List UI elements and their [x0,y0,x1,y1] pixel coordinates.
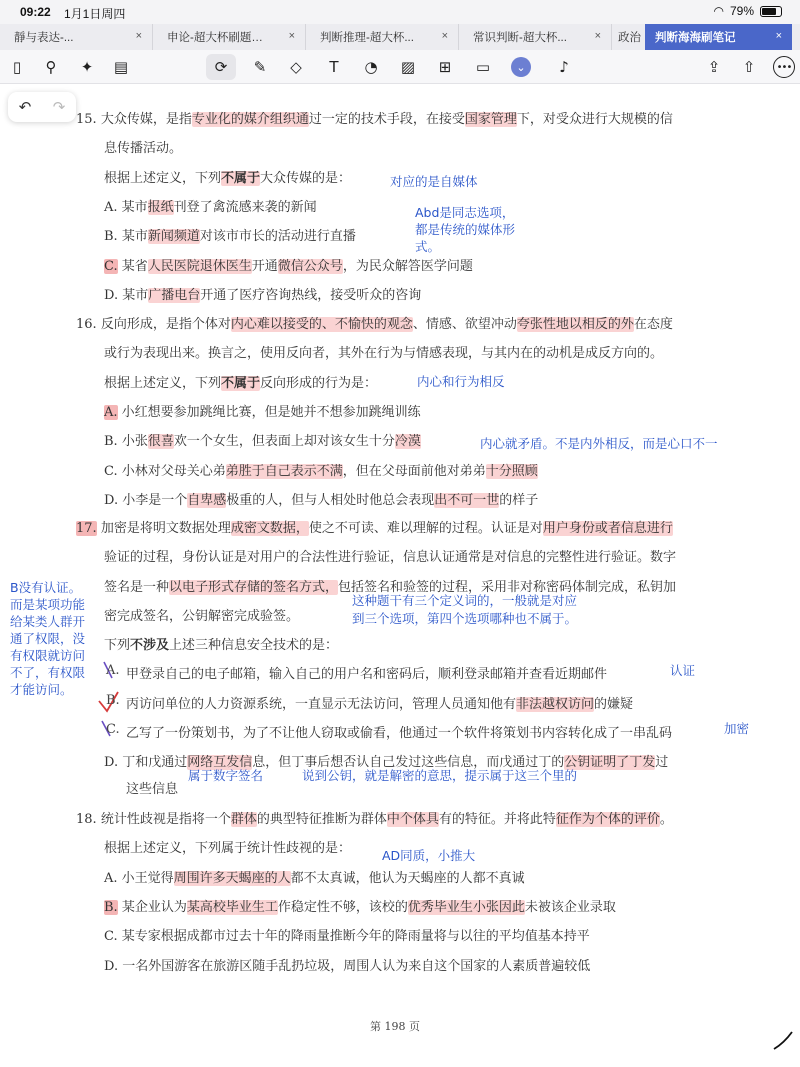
text: 某省 [117,259,148,274]
text: 小红想要参加跳绳比赛，但是她并不想参加跳绳训练 [117,405,421,420]
handwritten-note: 这种题干有三个定义词的，一般就是对应 [352,593,578,608]
highlight: 用户身份或者信息进行 [542,521,673,536]
text: 、情感、欲望冲动 [412,317,517,332]
highlight: 人民医院退休医生 [147,259,252,274]
highlight: 网络互发信 [187,755,253,770]
highlight: 冷漠 [394,434,421,449]
text: 根据上述定义，下列 [104,171,222,186]
q15-line1 [76,108,673,127]
highlight: 自卑感 [187,493,227,508]
highlight: 以电子形式存储的签名方式， [169,580,339,595]
handwritten-note: Abd是同志选项， [415,205,515,220]
text: 。 [659,812,673,827]
text: A. 某市 [104,200,148,215]
highlight: 报纸 [147,200,174,215]
handwritten-note: 给某类人群开 [10,614,86,629]
text: 包括签名和验签的过程，采用非对称密码体制完成，私钥加 [338,580,677,595]
elements-icon[interactable]: ⊞ [438,58,452,76]
handwritten-note: 对应的是自媒体 [390,174,478,189]
tab-label: 靜与表达-... [14,32,74,44]
q17-line2: 验证的过程，身份认证是对用户的合法性进行验证，信息认证通常是对信息的完整性进行验证。数字 [104,550,677,565]
question-number: 18. [76,812,97,827]
highlight: 某高校毕业生工 [186,900,278,915]
text: 下列 [104,638,131,653]
text: 未被该企业录取 [524,900,616,915]
highlight: B. [104,900,118,915]
q15-option-c [104,255,473,274]
highlight: 弟胜于自己表示不满 [225,464,343,479]
textbox-icon[interactable]: T [329,58,339,76]
q15-line2: 息传播活动。 [104,141,183,156]
redo-icon[interactable]: ↷ [52,98,66,116]
q16-option-a [104,401,421,420]
q17-option-d-cont: 这些信息 [126,782,179,797]
highlight: 微信公众号 [277,259,343,274]
highlight: 公钥证明了丁发 [564,755,656,770]
q16-option-b [104,430,421,449]
lasso-icon[interactable]: ⟳ [206,54,236,80]
text: 有的特征。并将此特 [438,812,556,827]
text: 的样子 [499,493,539,508]
tab-label: 申论-超大杯刷题营... [167,32,272,44]
tab-label: 判断推理-超大杯... [320,32,414,44]
q18-option-c: C. 某专家根据成都市过去十年的降雨量推断今年的降雨量将与以往的平均值基本持平 [104,929,590,944]
status-time: 09:22 [20,5,51,19]
highlight: 中个体具 [386,812,439,827]
q16-line1 [76,313,673,332]
tab-label: 常识判断-超大杯... [473,32,567,44]
handwritten-note: 不了，有权限 [10,665,86,680]
highlight: 内心难以接受的、不愉快的观念 [230,317,413,332]
highlight: 专业化的媒介组织通 [191,112,309,127]
q18-option-b [104,896,616,915]
text: 根据上述定义，下列 [104,376,222,391]
text: 丙访问单位的人力资源系统，一直显示无法访问，管理人员通知他有 [126,697,517,712]
image-icon[interactable]: ▨ [400,58,416,76]
text: D. 小李是一个 [104,493,188,508]
q15-option-b [104,225,356,244]
highlight: 很喜 [147,434,174,449]
tab-3[interactable] [306,24,459,50]
question-number: 15. [76,112,97,127]
search-icon[interactable]: ⚲ [45,58,57,76]
handwritten-note: 属于数字签名 [188,768,264,783]
sticky-note-icon[interactable]: ▭ [475,58,491,76]
tab-bar [0,24,800,50]
handwritten-note: 通了权限，没 [10,631,86,646]
toolbar [0,50,800,84]
keyword: 不属于 [221,376,261,391]
highlight: 广播电台 [148,288,201,303]
shapes-icon[interactable]: ◔ [364,58,378,76]
highlight: 出不可一世 [434,493,500,508]
notes-icon[interactable]: ▤ [113,58,129,76]
q15-option-d [104,284,421,303]
wifi-icon: ◠ [713,4,724,18]
export-icon[interactable]: ⇪ [707,58,721,76]
q17-option-c: 乙写了一份策划书，为了不让他人窃取或偷看，他通过一个软件将策划书内容转化成了一串乱码 [126,726,673,741]
status-date: 1月1日周四 [64,7,126,21]
close-icon[interactable]: × [288,30,295,42]
highlight: 征作为个体的评价 [555,812,660,827]
handwritten-note: 内心就矛盾。不是内外相反，而是心口不一 [480,436,718,451]
text: A. 小王觉得 [104,871,174,886]
microphone-icon[interactable]: ♪ [559,58,569,76]
handwritten-note: 到三个选项，第四个选项哪种也不属于。 [352,611,578,626]
text: 某企业认为 [117,900,187,915]
text: 使之不可读、难以理解的过程。认证是对 [308,521,543,536]
tab-2[interactable] [153,24,306,50]
close-icon[interactable]: × [594,30,601,42]
text: B. 某市 [104,229,148,244]
text: B. 小张 [104,434,148,449]
handwritten-note: 式。 [415,239,441,254]
q17-label-b: B. [106,693,120,708]
text: 欢一个女生，但表面上却对该女生十分 [173,434,395,449]
text: 反向形成的行为是： [260,376,378,391]
close-icon[interactable]: × [441,30,448,42]
highlight: C. [104,259,118,274]
q17-label-c: C. [106,722,120,737]
sidebar-icon[interactable]: ▯ [12,58,22,76]
q16-option-c [104,460,538,479]
q15-ask [104,167,351,186]
tab-4[interactable] [459,24,612,50]
handwritten-note: 而是某项功能 [10,597,86,612]
handwritten-note: B没有认证。 [10,580,82,595]
handwritten-note: 有权限就访问 [10,648,86,663]
highlight: 优秀毕业生小张因此 [407,900,525,915]
handwritten-note: 认证 [670,663,696,678]
keyword: 不属于 [221,171,261,186]
q17-ask [104,634,338,653]
highlight: A. [104,405,118,420]
share-icon[interactable]: ⇧ [742,58,756,76]
highlight: 夸张性地以相反的外 [516,317,634,332]
q17-label-a: A. [106,663,120,678]
tab-5[interactable] [612,24,645,50]
q15-option-a [104,196,317,215]
handwritten-note: AD同质，小推大 [382,848,476,863]
highlight: 成密文数据， [230,521,309,536]
tab-label: 政治 [618,32,641,44]
tab-label: 判断海海刷笔记 [655,32,736,44]
q18-option-a [104,867,525,886]
close-icon[interactable]: × [135,30,142,42]
text: 开通了医疗咨询热线，接受听众的咨询 [200,288,422,303]
text: 都不太真诚，他认为天蝎座的人都不真诚 [290,871,525,886]
highlight: 国家管理 [464,112,517,127]
text: 极重的人，但与人相处时他总会表现 [226,493,435,508]
handwritten-note: 才能访问。 [10,682,73,697]
page-number: 第 198 页 [370,1020,420,1033]
undo-icon[interactable]: ↶ [18,98,32,116]
battery-icon [760,6,782,17]
text: 刊登了禽流感来袭的新闻 [173,200,317,215]
text: 开通 [251,259,278,274]
q18-line1 [76,808,673,827]
handwritten-note: 内心和行为相反 [417,374,505,389]
pen-icon[interactable]: ✎ [253,58,267,76]
q17-option-b [126,693,633,712]
handwritten-note: 加密 [724,721,750,736]
text: D. 某市 [104,288,149,303]
text: 加密是将明文数据处理 [100,521,231,536]
text: 下，对受众进行大规模的信 [516,112,673,127]
status-right [713,4,782,18]
q17-option-a: 甲登录自己的电子邮箱，输入自己的用户名和密码后，顺利登录邮箱并查看近期邮件 [126,667,608,682]
text: 上述三种信息安全技术的是： [169,638,339,653]
text: 的嫌疑 [594,697,634,712]
text: 的典型特征推断为群体 [256,812,387,827]
text: 统计性歧视是指将一个 [100,812,231,827]
highlight: 非法越权访问 [516,697,595,712]
pen-stroke [774,1032,792,1049]
magic-icon[interactable]: ✦ [80,58,94,76]
text: 大众传媒的是： [260,171,352,186]
text: 反向形成，是指个体对 [100,317,231,332]
text: C. 小林对父母关心弟 [104,464,226,479]
text: 作稳定性不够，该校的 [277,900,408,915]
text: 过 [655,755,669,770]
handwritten-note: 都是传统的媒体形 [415,222,516,237]
q17-line4: 密完成签名，公钥解密完成验签。 [104,609,300,624]
q16-line2: 或行为表现出来。换言之，使用反向者，其外在行为与情感表现，与其内在的动机是成反方向的。 [104,346,664,361]
tab-6-active[interactable] [645,24,792,50]
pen-stroke-mark [770,1029,796,1053]
text: 息，但丁事后想否认自己发过这些信息，而戊通过丁的 [252,755,565,770]
status-bar [0,0,800,24]
highlight: 十分照顾 [485,464,538,479]
q16-ask [104,372,377,391]
close-icon[interactable]: × [775,30,782,42]
question-number: 17. [76,521,97,536]
q18-ask: 根据上述定义，下列属于统计性歧视的是： [104,841,352,856]
text: 在态度 [633,317,673,332]
tab-1[interactable] [0,24,153,50]
text: ，但在父母面前他对弟弟 [342,464,486,479]
chevron-down-icon[interactable]: ⌄ [511,57,531,77]
text: 大众传媒，是指 [100,112,192,127]
text: ，为民众解答医学问题 [342,259,473,274]
highlight: 新闻频道 [147,229,200,244]
keyword: 不涉及 [130,638,170,653]
q17-line1 [76,517,673,536]
battery-percent: 79% [729,4,754,18]
eraser-icon[interactable]: ◇ [290,58,302,76]
text: 对该市市长的活动进行直播 [199,229,356,244]
document-page [0,84,800,1067]
handwritten-note: 说到公钥，就是解密的意思，提示属于这三个里的 [302,768,578,783]
q18-option-d: D. 一名外国游客在旅游区随手乱扔垃圾，周围人认为来自这个国家的人素质普遍较低 [104,959,591,974]
highlight: 周围许多天蝎座的人 [173,871,291,886]
text: D. 丁和戊通过 [104,755,188,770]
q16-option-d [104,489,538,508]
text: 过一定的技术手段，在接受 [308,112,465,127]
highlight: 群体 [230,812,257,827]
more-icon[interactable]: ••• [773,56,795,78]
question-number: 16. [76,317,97,332]
text: 签名是一种 [104,580,170,595]
